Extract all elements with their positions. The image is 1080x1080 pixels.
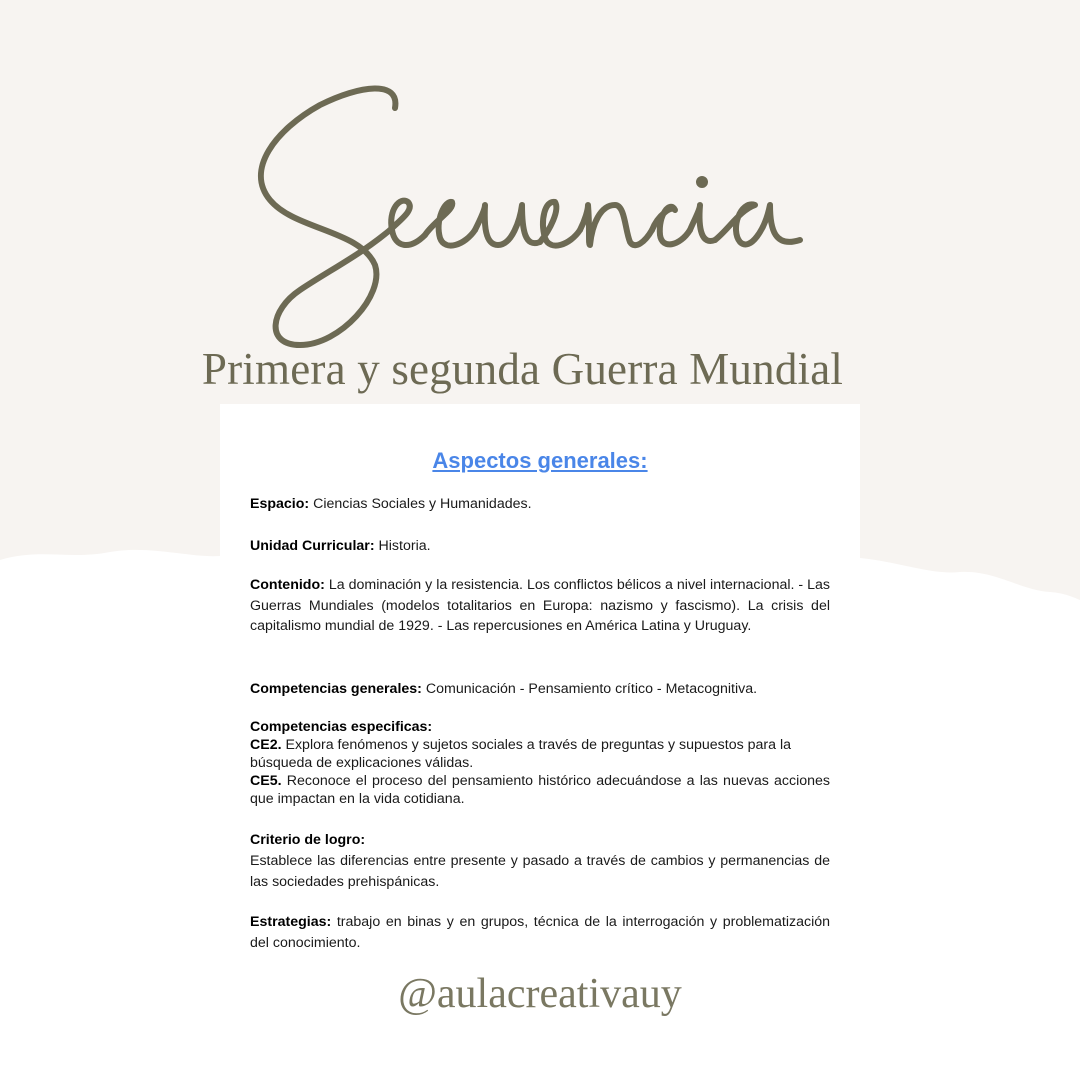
- field-label: Unidad Curricular:: [250, 538, 375, 554]
- field-label: Estrategias:: [250, 914, 332, 930]
- field-value: Establece las diferencias entre presente y pasado a través de cambios y permanencias de las sociedades prehispánicas.: [250, 853, 830, 890]
- subtitle: Primera y segunda Guerra Mundial: [201, 344, 844, 394]
- doc-heading: Aspectos generales:: [432, 448, 648, 473]
- field-value: Historia.: [378, 538, 431, 554]
- field-value: Comunicación - Pensamiento crítico - Metacognitiva.: [425, 681, 758, 697]
- field-competencias-especificas: [250, 718, 830, 808]
- competencia-item: [250, 736, 830, 772]
- field-competencias-generales: [250, 679, 830, 700]
- field-label: Espacio:: [250, 496, 310, 512]
- field-label: Competencias especificas:: [250, 719, 433, 735]
- field-value: Ciencias Sociales y Humanidades.: [313, 496, 532, 512]
- field-label: Criterio de logro:: [250, 832, 366, 848]
- social-handle: @aulacreativauy: [398, 971, 682, 1017]
- competencia-text: Explora fenómenos y sujetos sociales a través de preguntas y supuestos para la búsqueda de explicaciones válidas.: [250, 737, 792, 771]
- field-label: Contenido:: [250, 577, 325, 593]
- competencia-item: [250, 772, 830, 808]
- field-unidad-curricular: [250, 536, 830, 557]
- field-value: trabajo en binas y en grupos, técnica de la interrogación y problematización del conocimiento.: [250, 914, 830, 951]
- field-estrategias: [250, 912, 830, 953]
- field-espacio: [250, 494, 830, 515]
- field-label: Competencias generales:: [250, 681, 422, 697]
- field-contenido: [250, 575, 830, 637]
- competencia-code: CE2.: [250, 737, 282, 753]
- competencia-text: Reconoce el proceso del pensamiento histórico adecuándose a las nuevas acciones que impactan en la vida cotidiana.: [250, 773, 830, 807]
- competencia-code: CE5.: [250, 773, 282, 789]
- script-title-secuencia: [240, 70, 860, 370]
- field-criterio-de-logro: [250, 830, 830, 893]
- document-card: [220, 404, 860, 979]
- field-value: La dominación y la resistencia. Los conflictos bélicos a nivel internacional. - Las Guerras Mundiales (modelos totalitarios en Europa: nazismo y fascismo). La crisis del capitalismo mundial de 1929. - Las repercusiones en América Latina y Uruguay.: [250, 577, 830, 634]
